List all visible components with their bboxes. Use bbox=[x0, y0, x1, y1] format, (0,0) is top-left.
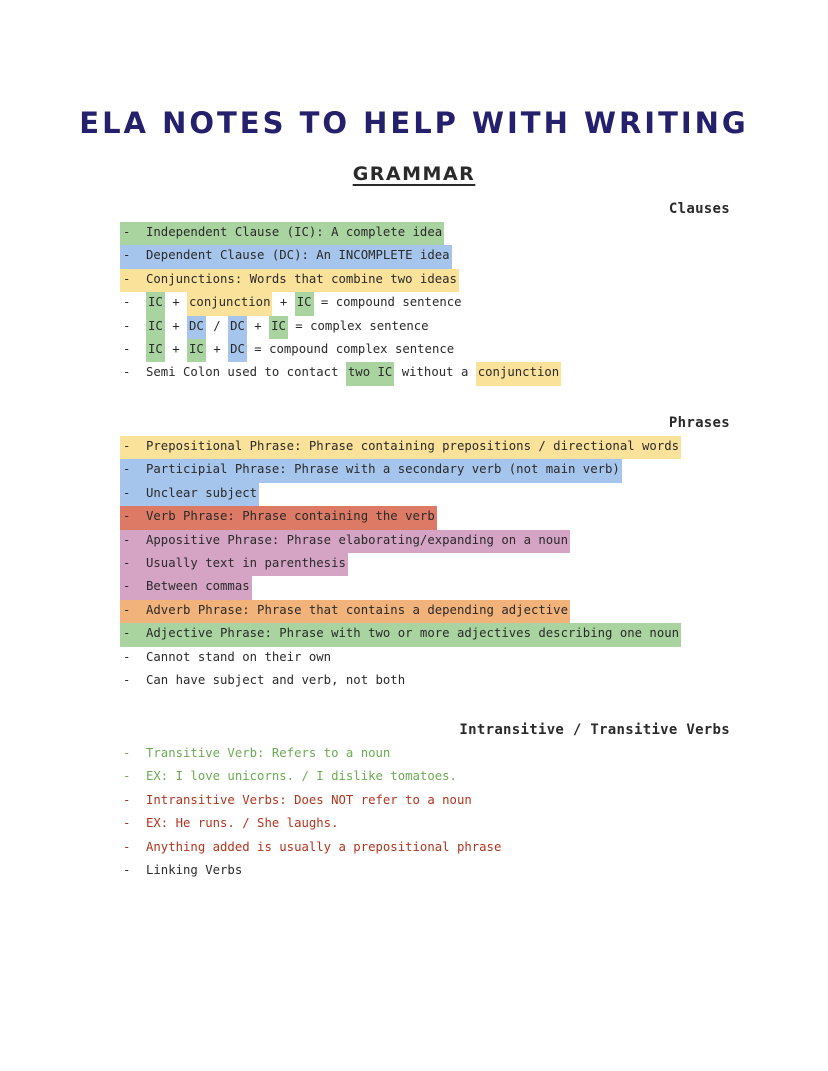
page-title: ELA NOTES TO HELP WITH WRITING bbox=[79, 106, 749, 140]
highlight-bar bbox=[120, 576, 252, 599]
tag-conjunction: conjunction bbox=[187, 292, 272, 315]
bullet-dash: - bbox=[123, 341, 131, 356]
list-item bbox=[120, 316, 561, 339]
item-text: Transitive Verb: Refers to a noun bbox=[146, 746, 391, 760]
tag-dc: DC bbox=[187, 316, 206, 339]
list-item bbox=[120, 483, 681, 506]
bullet-dash: - bbox=[123, 295, 131, 310]
item-text: Semi Colon used to contact bbox=[146, 365, 346, 380]
highlight-bar bbox=[120, 436, 681, 459]
plus-sign: + bbox=[164, 318, 188, 333]
highlight-bar bbox=[120, 459, 622, 482]
item-text: = compound sentence bbox=[313, 295, 462, 310]
list-item bbox=[120, 245, 561, 268]
item-text: Appositive Phrase: Phrase elaborating/expanding on a noun bbox=[146, 532, 568, 547]
highlight-bar bbox=[120, 269, 459, 292]
tag-ic: IC bbox=[146, 339, 165, 362]
bullet-dash: - bbox=[123, 365, 131, 380]
tag-ic: IC bbox=[295, 292, 314, 315]
tag-ic: IC bbox=[146, 292, 165, 315]
slash-sign: / bbox=[205, 318, 229, 333]
highlight-bar bbox=[120, 483, 259, 506]
highlight-bar bbox=[120, 506, 437, 529]
list-item bbox=[120, 623, 681, 646]
bullet-dash: - bbox=[123, 602, 131, 617]
item-text: Usually text in parenthesis bbox=[146, 555, 346, 570]
page-subtitle bbox=[0, 163, 828, 185]
list-item bbox=[120, 813, 501, 836]
list-item bbox=[120, 790, 501, 813]
list-item bbox=[120, 530, 681, 553]
list-item bbox=[120, 766, 501, 789]
bullet-dash: - bbox=[123, 555, 131, 570]
item-text: Can have subject and verb, not both bbox=[146, 672, 406, 687]
highlight-bar bbox=[120, 530, 570, 553]
subtitle-text: GRAMMAR bbox=[352, 163, 476, 185]
bullet-dash: - bbox=[123, 649, 131, 664]
clauses-list bbox=[120, 222, 561, 386]
bullet-dash: - bbox=[123, 792, 131, 807]
item-text: Anything added is usually a prepositional phrase bbox=[146, 839, 502, 854]
item-text: Linking Verbs bbox=[146, 862, 243, 877]
list-item bbox=[120, 837, 501, 860]
tag-two-ic: two IC bbox=[346, 362, 394, 385]
section-heading-phrases: Phrases bbox=[668, 415, 730, 431]
list-item bbox=[120, 647, 681, 670]
list-item bbox=[120, 743, 501, 766]
item-text: Unclear subject bbox=[146, 485, 258, 500]
bullet-dash: - bbox=[123, 509, 131, 524]
bullet-dash: - bbox=[123, 746, 131, 760]
section-heading-clauses: Clauses bbox=[668, 201, 730, 217]
list-item bbox=[120, 269, 561, 292]
tag-conjunction: conjunction bbox=[476, 362, 561, 385]
bullet-dash: - bbox=[123, 672, 131, 687]
highlight-bar bbox=[120, 245, 452, 268]
bullet-dash: - bbox=[123, 271, 131, 286]
plus-sign: + bbox=[164, 341, 188, 356]
item-text: Verb Phrase: Phrase containing the verb bbox=[146, 509, 435, 524]
item-text: Between commas bbox=[146, 579, 250, 594]
list-item bbox=[120, 506, 681, 529]
item-text: = complex sentence bbox=[287, 318, 429, 333]
bullet-dash: - bbox=[123, 769, 131, 784]
item-text: EX: I love unicorns. / I dislike tomatoes. bbox=[146, 769, 457, 784]
list-item bbox=[120, 339, 561, 362]
plus-sign: + bbox=[246, 318, 270, 333]
item-text: Intransitive Verbs: Does NOT refer to a noun bbox=[146, 792, 472, 807]
highlight-bar bbox=[120, 623, 681, 646]
highlight-bar bbox=[120, 222, 444, 245]
plus-sign: + bbox=[164, 295, 188, 310]
bullet-dash: - bbox=[123, 318, 131, 333]
item-text: Participial Phrase: Phrase with a secondary verb (not main verb) bbox=[146, 462, 620, 477]
section-heading-verbs: Intransitive / Transitive Verbs bbox=[459, 722, 730, 738]
list-item bbox=[120, 292, 561, 315]
list-item bbox=[120, 553, 681, 576]
bullet-dash: - bbox=[123, 532, 131, 547]
bullet-dash: - bbox=[123, 816, 131, 831]
item-text: Adjective Phrase: Phrase with two or more adjectives describing one noun bbox=[146, 626, 680, 641]
item-text: Prepositional Phrase: Phrase containing prepositions / directional words bbox=[146, 439, 680, 453]
item-text: EX: He runs. / She laughs. bbox=[146, 816, 339, 831]
plus-sign: + bbox=[205, 341, 229, 356]
list-item bbox=[120, 670, 681, 693]
list-item bbox=[120, 459, 681, 482]
item-text: Conjunctions: Words that combine two ideas bbox=[146, 271, 457, 286]
tag-ic: IC bbox=[269, 316, 288, 339]
item-text: without a bbox=[394, 365, 476, 380]
tag-dc: DC bbox=[228, 316, 247, 339]
list-item bbox=[120, 600, 681, 623]
highlight-bar bbox=[120, 553, 348, 576]
list-item bbox=[120, 362, 561, 385]
item-text: Dependent Clause (DC): An INCOMPLETE idea bbox=[146, 248, 450, 263]
bullet-dash: - bbox=[123, 439, 131, 453]
item-text: Cannot stand on their own bbox=[146, 649, 332, 664]
phrases-list bbox=[120, 436, 681, 693]
item-text: Independent Clause (IC): A complete idea bbox=[146, 225, 443, 239]
plus-sign: + bbox=[272, 295, 295, 310]
list-item bbox=[120, 436, 681, 459]
bullet-dash: - bbox=[123, 839, 131, 854]
tag-ic: IC bbox=[146, 316, 165, 339]
highlight-bar bbox=[120, 600, 570, 623]
tag-ic: IC bbox=[187, 339, 206, 362]
bullet-dash: - bbox=[123, 462, 131, 477]
bullet-dash: - bbox=[123, 485, 131, 500]
list-item bbox=[120, 222, 561, 245]
list-item bbox=[120, 860, 501, 883]
tag-dc: DC bbox=[228, 339, 247, 362]
bullet-dash: - bbox=[123, 248, 131, 263]
item-text: Adverb Phrase: Phrase that contains a depending adjective bbox=[146, 602, 568, 617]
verbs-list bbox=[120, 743, 501, 883]
bullet-dash: - bbox=[123, 579, 131, 594]
bullet-dash: - bbox=[123, 225, 131, 239]
bullet-dash: - bbox=[123, 626, 131, 641]
item-text: = compound complex sentence bbox=[246, 341, 455, 356]
bullet-dash: - bbox=[123, 862, 131, 877]
list-item bbox=[120, 576, 681, 599]
